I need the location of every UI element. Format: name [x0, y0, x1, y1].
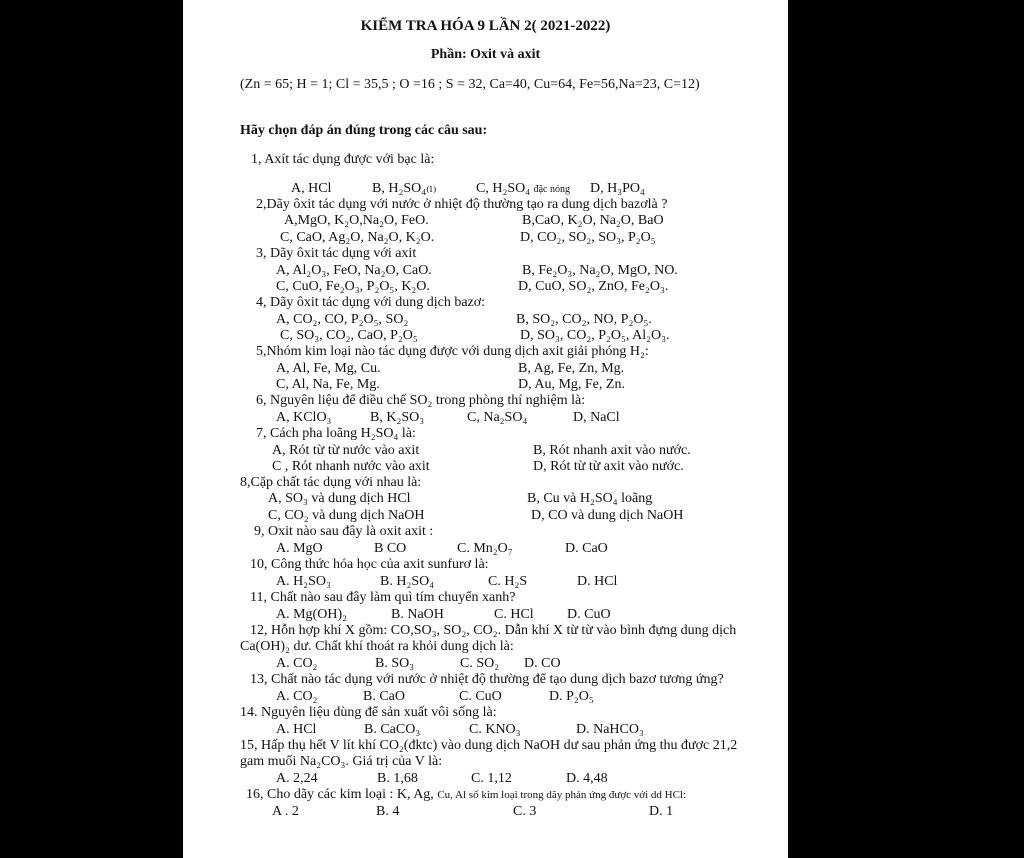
q13-option-a: A. CO₂ [276, 689, 318, 704]
q13-option-b: B. CaO [363, 689, 405, 704]
q3-option-a: A, Al₂O₃, FeO, Na₂O, CaO. [276, 263, 432, 278]
q8-option-b: B, Cu và H₂SO₄ loãng [527, 491, 653, 506]
q15-option-a: A. 2,24 [276, 771, 318, 786]
q7-option-d: D, Rót từ từ axit vào nước. [533, 459, 684, 474]
exam-paper [183, 0, 788, 858]
q6-option-d: D, NaCl [573, 410, 620, 425]
q11-option-b: B. NaOH [391, 607, 444, 622]
section-subtitle: Phần: Oxit và axit [430, 47, 541, 62]
q10-option-d: D. HCl [577, 574, 618, 589]
question-12: 12, Hỗn hợp khí X gồm: CO,SO₃, SO₂, CO₂. Dẫn khí X từ từ vào bình đựng dung dịch [250, 623, 737, 638]
q5-option-c: C, Al, Na, Fe, Mg. [276, 377, 380, 392]
question-1: 1, Axít tác dụng được với bạc là: [251, 152, 435, 167]
q16-option-d: D. 1 [649, 804, 674, 819]
q6-option-c: C, Na₂SO₄ [467, 410, 528, 425]
q15-option-b: B. 1,68 [377, 771, 418, 786]
q14-option-b: B. CaCO₃ [364, 722, 421, 737]
question-15-cont: gam muối Na₂CO₃. Giá trị của V là: [240, 754, 443, 769]
q4-option-d: D, SO₃, CO₂, P₂O₅, Al₂O₃. [520, 328, 670, 343]
q2-option-a: A,MgO, K₂O,Na₂O, FeO. [284, 213, 429, 228]
q12-option-d: D. CO [524, 656, 561, 671]
q5-option-a: A, Al, Fe, Mg, Cu. [276, 361, 381, 376]
question-10: 10, Công thức hóa học của axit sunfurơ là: [250, 557, 489, 572]
q9-option-a: A. MgO [276, 541, 323, 556]
q10-option-b: B. H₂SO₄ [380, 574, 435, 589]
question-7: 7, Cách pha loãng H₂SO₄ là: [256, 426, 416, 441]
question-6: 6, Nguyên liệu để điều chế SO₂ trong phòng thí nghiệm là: [256, 393, 586, 408]
q4-option-b: B, SO₂, CO₂, NO, P₂O₅. [516, 312, 652, 327]
q13-option-c: C. CuO [459, 689, 502, 704]
q16-option-b: B. 4 [376, 804, 400, 819]
q15-option-c: C. 1,12 [471, 771, 512, 786]
q1-option-c: C, H₂SO₄ đặc nóng [476, 181, 570, 196]
question-8: 8,Cặp chất tác dụng với nhau là: [240, 475, 422, 490]
q5-option-d: D, Au, Mg, Fe, Zn. [518, 377, 625, 392]
q14-option-c: C. KNO₃ [469, 722, 521, 737]
q12-option-a: A. CO₂ [276, 656, 318, 671]
question-2: 2,Dãy ôxit tác dụng với nước ở nhiệt độ thường tạo ra dung dịch bazơlà ? [256, 197, 668, 212]
q6-option-b: B, K₂SO₃ [370, 410, 425, 425]
q13-option-d: D. P₂O₅ [549, 689, 594, 704]
question-12-cont: Ca(OH)₂ dư. Chất khí thoát ra khỏi dung dịch là: [240, 639, 514, 654]
q14-option-d: D. NaHCO₃ [576, 722, 644, 737]
instruction: Hãy chọn đáp án đúng trong các câu sau: [240, 123, 488, 138]
q1-option-a: A, HCl [291, 181, 332, 196]
q11-option-a: A. Mg(OH)₂ [276, 607, 347, 622]
q7-option-a: A, Rót từ từ nước vào axit [272, 443, 420, 458]
q8-option-c: C, CO₂ và dung dịch NaOH [268, 508, 425, 523]
q2-option-d: D, CO₂, SO₂, SO₃, P₂O₅ [520, 230, 656, 245]
q1-option-d: D, H₃PO₄ [590, 181, 645, 196]
q3-option-d: D, CuO, SO₂, ZnO, Fe₂O₃. [518, 279, 669, 294]
q14-option-a: A. HCl [276, 722, 317, 737]
q12-option-b: B. SO₃ [375, 656, 415, 671]
q16-option-a: A . 2 [272, 804, 299, 819]
q15-option-d: D. 4,48 [566, 771, 608, 786]
question-11: 11, Chất nào sau đây làm quì tím chuyển xanh? [250, 590, 516, 605]
question-13: 13, Chất nào tác dụng với nước ở nhiệt độ thường để tạo dung dịch bazơ tương ứng? [250, 672, 724, 687]
q8-option-d: D, CO và dung dịch NaOH [531, 508, 684, 523]
question-9: 9, Oxit nào sau đây là oxit axit : [254, 524, 434, 539]
q10-option-a: A. H₂SO₃ [276, 574, 331, 589]
question-4: 4, Dãy ôxit tác dụng với dung dịch bazơ: [256, 295, 486, 310]
q9-option-b: B CO [374, 541, 407, 556]
question-5: 5,Nhóm kim loại nào tác dụng được với dung dịch axit giải phóng H₂: [256, 344, 649, 359]
q8-option-a: A, SO₃ và dung dịch HCl [268, 491, 411, 506]
question-16: 16, Cho dãy các kim loại : K, Ag, Cu, Al số kim loại trong dãy phản ứng được với dd HCl: [246, 787, 687, 802]
q12-option-c: C. SO₂ [460, 656, 500, 671]
q11-option-c: C. HCl [494, 607, 534, 622]
q4-option-c: C, SO₃, CO₂, CaO, P₂O₅ [280, 328, 418, 343]
q4-option-a: A, CO₂, CO, P₂O₅, SO₂ [276, 312, 409, 327]
question-14: 14. Nguyên liệu dùng để sản xuất vôi sống là: [240, 705, 497, 720]
q11-option-d: D. CuO [567, 607, 611, 622]
exam-title: KIỂM TRA HÓA 9 LẦN 2( 2021-2022) [360, 18, 611, 34]
q2-option-b: B,CaO, K₂O, Na₂O, BaO [522, 213, 664, 228]
question-3: 3, Dãy ôxit tác dụng với axit [256, 246, 417, 261]
question-15: 15, Hấp thụ hết V lít khí CO₂(đktc) vào dung dịch NaOH dư sau phản ứng thu được 21,2 [240, 738, 738, 753]
q3-option-b: B, Fe₂O₃, Na₂O, MgO, NO. [522, 263, 678, 278]
q1-option-b: B, H₂SO₄₍ₗ₎ [372, 181, 437, 196]
q3-option-c: C, CuO, Fe₂O₃, P₂O₅, K₂O. [276, 279, 430, 294]
q9-option-d: D. CaO [565, 541, 608, 556]
q7-option-c: C , Rót nhanh nước vào axit [272, 459, 430, 474]
q9-option-c: C. Mn₂O₇ [457, 541, 513, 556]
q16-option-c: C. 3 [513, 804, 537, 819]
q2-option-c: C, CaO, Ag₂O, Na₂O, K₂O. [280, 230, 435, 245]
q10-option-c: C. H₂S [488, 574, 528, 589]
q7-option-b: B, Rót nhanh axit vào nước. [533, 443, 691, 458]
atomic-masses: (Zn = 65; H = 1; Cl = 35,5 ; O =16 ; S = 32, Ca=40, Cu=64, Fe=56,Na=23, C=12) [240, 77, 700, 92]
q6-option-a: A, KClO₃ [276, 410, 332, 425]
q5-option-b: B, Ag, Fe, Zn, Mg. [518, 361, 625, 376]
